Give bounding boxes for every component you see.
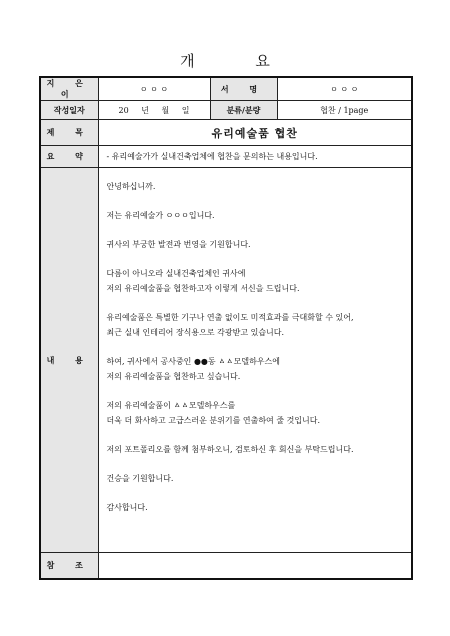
category-label: 분류/분량 — [210, 101, 277, 120]
content-line: 건승을 기원합니다. — [106, 474, 174, 483]
reference-value[interactable] — [98, 553, 412, 580]
reference-label: 참 조 — [40, 553, 98, 580]
subject-row — [40, 120, 412, 146]
date-value[interactable]: 20 년 월 일 — [98, 101, 210, 120]
content-line: 저의 유리예술품을 협찬하고자 이렇게 서신을 드립니다. — [106, 284, 300, 293]
subject-label: 제 목 — [40, 120, 98, 146]
author-value[interactable]: ㅇ ㅇ ㅇ — [98, 77, 210, 101]
sign-value[interactable]: ㅇ ㅇ ㅇ — [277, 77, 412, 101]
author-row — [40, 77, 412, 101]
date-row — [40, 101, 412, 120]
content-paragraph — [107, 471, 404, 486]
content-line: 하여, 귀사에서 공사중인 ●●동 ㅿㅿ모델하우스에 — [106, 357, 281, 366]
content-line: 저의 유리예술품을 협찬하고 싶습니다. — [106, 372, 241, 381]
content-paragraph — [107, 310, 404, 340]
content-line: 유리예술품은 특별한 기구나 연출 없이도 미적효과를 극대화할 수 있어, — [106, 313, 354, 322]
author-label: 지 은 이 — [40, 77, 98, 101]
content-paragraph — [107, 237, 404, 252]
content-paragraph — [107, 500, 404, 515]
content-line: 저의 유리예술품이 ㅿㅿ모델하우스를 — [106, 401, 236, 410]
content-paragraph — [107, 442, 404, 457]
date-label: 작성일자 — [40, 101, 98, 120]
content-paragraph — [107, 398, 404, 428]
content-line: 최근 실내 인테리어 장식용으로 각광받고 있습니다. — [106, 328, 285, 337]
summary-row — [40, 146, 412, 168]
reference-row — [40, 553, 412, 580]
content-line: 안녕하십니까. — [106, 182, 156, 191]
content-paragraph — [107, 179, 404, 194]
content-line: 귀사의 부궁한 발전과 번영을 기원합니다. — [106, 240, 251, 249]
sign-label: 서 명 — [210, 77, 277, 101]
content-line: 저는 유리예술가 ㅇㅇㅇ입니다. — [106, 211, 215, 220]
content-line: 감사합니다. — [106, 503, 148, 512]
content-paragraph — [107, 266, 404, 296]
summary-label: 요 약 — [40, 146, 98, 168]
overview-form — [39, 76, 413, 580]
content-label: 내 용 — [40, 168, 98, 553]
content-paragraph — [107, 208, 404, 223]
content-line: 더욱 더 화사하고 고급스러운 분위기를 연출하여 줄 것입니다. — [106, 416, 321, 425]
category-value[interactable]: 협찬 / 1page — [277, 101, 412, 120]
summary-value[interactable]: - 유리예술가가 실내건축업체에 협찬을 문의하는 내용입니다. — [98, 146, 412, 168]
content-row — [40, 168, 412, 553]
content-body[interactable] — [98, 168, 412, 553]
content-paragraphs — [107, 179, 404, 515]
content-paragraph — [107, 354, 404, 384]
content-line: 저의 포트폴리오를 함께 첨부하오니, 검토하신 후 회신을 부탁드립니다. — [106, 445, 354, 454]
content-line: 다름이 아니오라 실내건축업체인 귀사에 — [106, 269, 246, 278]
subject-value[interactable]: 유리예술품 협찬 — [98, 120, 412, 146]
document-title: 개 요 — [180, 52, 298, 70]
